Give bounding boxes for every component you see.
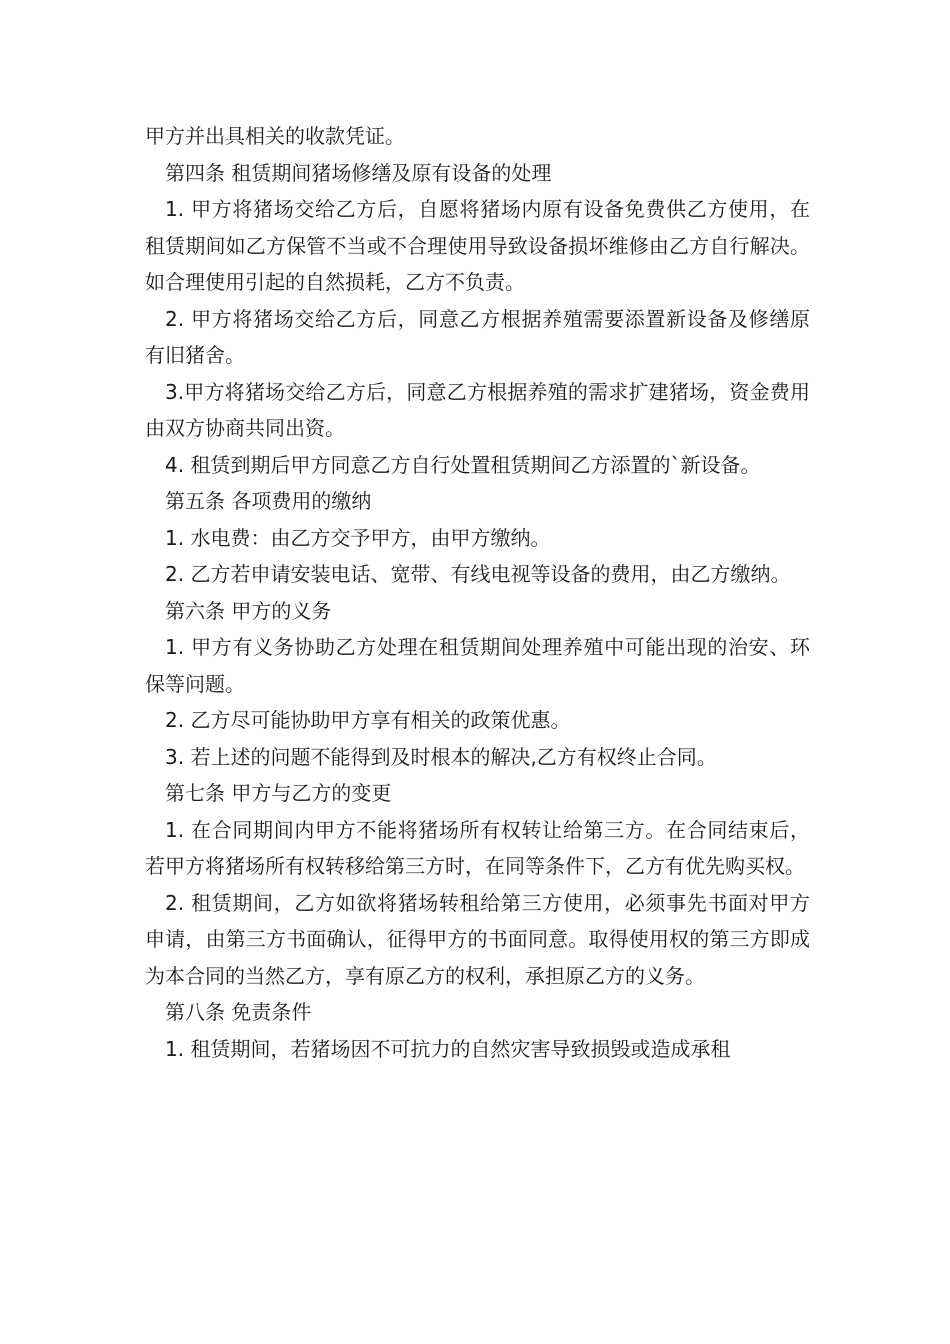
article-6-item-3: 3. 若上述的问题不能得到及时根本的解决,乙方有权终止合同。 bbox=[165, 744, 717, 769]
article-5-item-1: 1. 水电费：由乙方交予甲方，由甲方缴纳。 bbox=[165, 525, 551, 550]
article-6-item-2: 2. 乙方尽可能协助甲方享有相关的政策优惠。 bbox=[165, 708, 571, 732]
article-6-heading: 第六条 甲方的义务 bbox=[165, 598, 332, 623]
article-4-heading: 第四条 租赁期间猪场修缮及原有设备的处理 bbox=[165, 160, 552, 185]
article-5-item-2: 2. 乙方若申请安装电话、宽带、有线电视等设备的费用，由乙方缴纳。 bbox=[165, 562, 791, 586]
article-7-item-2: 2. 租赁期间，乙方如欲将猪场转租给第三方使用，必须事先书面对甲方申请，由第三方书面确认，征得甲方的书面同意。取得使用权的第三方即成为本合同的当然乙方，享有原乙方的权利，承担原乙方的义务。 bbox=[145, 890, 810, 988]
document-body bbox=[145, 118, 810, 1067]
article-7-heading: 第七条 甲方与乙方的变更 bbox=[165, 781, 392, 805]
article-8-item-1: 1. 租赁期间，若猪场因不可抗力的自然灾害导致损毁或造成承租 bbox=[165, 1036, 731, 1061]
article-4-item-3: 3.甲方将猪场交给乙方后，同意乙方根据养殖的需求扩建猪场，资金费用由双方协商共同出资。 bbox=[145, 379, 810, 440]
article-5-heading: 第五条 各项费用的缴纳 bbox=[165, 489, 372, 513]
article-8-heading: 第八条 免责条件 bbox=[165, 1000, 312, 1024]
paragraph-continuation: 甲方并出具相关的收款凭证。 bbox=[145, 124, 405, 148]
article-7-item-1: 1. 在合同期间内甲方不能将猪场所有权转让给第三方。在合同结束后，若甲方将猪场所有权转移给第三方时，在同等条件下，乙方有优先购买权。 bbox=[145, 817, 810, 878]
article-4-item-1: 1. 甲方将猪场交给乙方后，自愿将猪场内原有设备免费供乙方使用，在租赁期间如乙方保管不当或不合理使用导致设备损坏维修由乙方自行解决。如合理使用引起的自然损耗，乙方不负责。 bbox=[145, 197, 810, 294]
article-4-item-4: 4. 租赁到期后甲方同意乙方自行处置租赁期间乙方添置的`新设备。 bbox=[165, 452, 761, 477]
article-6-item-1: 1. 甲方有义务协助乙方处理在租赁期间处理养殖中可能出现的治安、环保等问题。 bbox=[145, 635, 810, 696]
article-4-item-2: 2. 甲方将猪场交给乙方后，同意乙方根据养殖需要添置新设备及修缮原有旧猪舍。 bbox=[145, 306, 810, 367]
